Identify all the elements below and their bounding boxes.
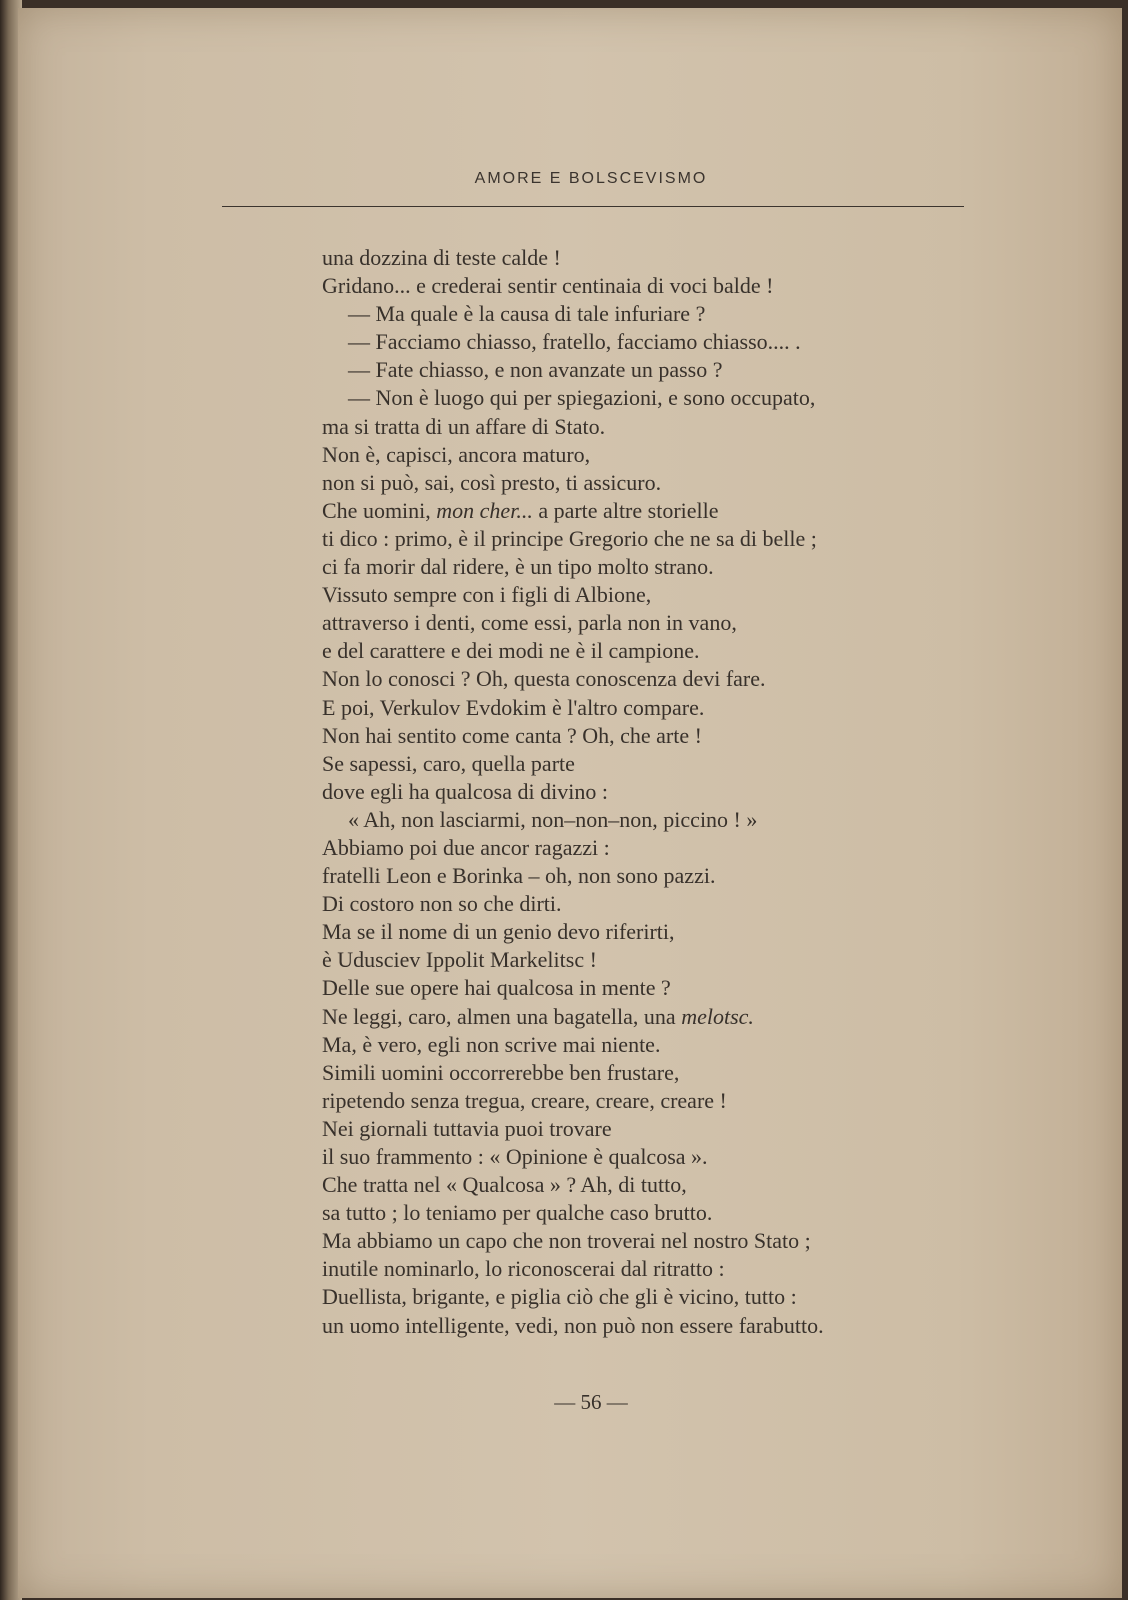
poem-line xyxy=(322,750,1042,778)
poem-line xyxy=(322,974,1042,1002)
poem-line-text: attraverso i denti, come essi, parla non in vano, xyxy=(322,610,737,636)
poem-line xyxy=(322,694,1042,722)
poem-line-text: Duellista, brigante, e piglia ciò che gli è vicino, tutto : xyxy=(322,1284,797,1310)
poem-line xyxy=(322,918,1042,946)
poem-line-text: sa tutto ; lo teniamo per qualche caso brutto. xyxy=(322,1200,713,1226)
poem-line xyxy=(322,946,1042,974)
poem-line xyxy=(322,1059,1042,1087)
poem-line xyxy=(322,1199,1042,1227)
poem-line xyxy=(322,553,1042,581)
poem-line-text: — Ma quale è la causa di tale infuriare ? xyxy=(348,301,706,327)
poem-line xyxy=(322,1283,1042,1311)
poem-line xyxy=(322,497,1042,525)
poem-line-text: Gridano... e crederai sentir centinaia di voci balde ! xyxy=(322,273,774,299)
poem-line xyxy=(322,637,1042,665)
poem-line xyxy=(322,1171,1042,1199)
poem-line xyxy=(322,834,1042,862)
poem-line xyxy=(322,581,1042,609)
running-title: AMORE E BOLSCEVISMO xyxy=(474,170,708,187)
poem-line-text: ti dico : primo, è il principe Gregorio che ne sa di belle ; xyxy=(322,525,817,551)
poem-line-text: Ne leggi, caro, almen una bagatella, una xyxy=(322,1003,682,1029)
poem-line xyxy=(322,356,1042,384)
poem-line-text: — Non è luogo qui per spiegazioni, e sono occupato, xyxy=(348,385,816,411)
poem-line xyxy=(322,722,1042,750)
poem-line xyxy=(322,469,1042,497)
poem-line-text: Non hai sentito come canta ? Oh, che arte ! xyxy=(322,722,702,748)
poem-line-text: ma si tratta di un affare di Stato. xyxy=(322,413,606,439)
poem-line xyxy=(322,244,1042,272)
poem-line xyxy=(322,384,1042,412)
poem-line xyxy=(322,1115,1042,1143)
poem-line-italic: mon cher... xyxy=(436,497,533,523)
poem-line-text: Ma se il nome di un genio devo riferirti, xyxy=(322,919,675,945)
poem-line-text: Simili uomini occorrerebbe ben frustare, xyxy=(322,1059,680,1085)
poem-text xyxy=(322,244,1042,1340)
poem-line xyxy=(322,1227,1042,1255)
poem-line-text: Che uomini, xyxy=(322,497,437,523)
poem-line-text-after: a parte altre storielle xyxy=(532,497,719,523)
poem-line xyxy=(322,890,1042,918)
poem-line xyxy=(322,525,1042,553)
poem-line-text: ripetendo senza tregua, creare, creare, creare ! xyxy=(322,1087,727,1113)
poem-line xyxy=(322,300,1042,328)
poem-line-text: è Udusciev Ippolit Markelitsc ! xyxy=(322,947,597,973)
poem-line xyxy=(322,413,1042,441)
poem-line-text: « Ah, non lasciarmi, non–non–non, piccino ! » xyxy=(348,806,758,832)
poem-line-text: Che tratta nel « Qualcosa » ? Ah, di tutto, xyxy=(322,1172,687,1198)
poem-line xyxy=(322,1087,1042,1115)
poem-line xyxy=(322,1031,1042,1059)
poem-line-text: non si può, sai, così presto, ti assicuro. xyxy=(322,469,662,495)
poem-line-text: Abbiamo poi due ancor ragazzi : xyxy=(322,834,610,860)
poem-line xyxy=(322,1312,1042,1340)
poem-line-text: Non è, capisci, ancora maturo, xyxy=(322,441,591,467)
poem-line xyxy=(322,778,1042,806)
poem-line-text: Delle sue opere hai qualcosa in mente ? xyxy=(322,975,671,1001)
poem-line-text: e del carattere e dei modi ne è il campione. xyxy=(322,638,700,664)
poem-line-text: E poi, Verkulov Evdokim è l'altro compare. xyxy=(322,694,705,720)
poem-line-text: — Fate chiasso, e non avanzate un passo ? xyxy=(348,357,723,383)
page-number: — 56 — xyxy=(554,1390,628,1414)
poem-line xyxy=(322,665,1042,693)
poem-line xyxy=(322,1003,1042,1031)
poem-line xyxy=(322,1143,1042,1171)
poem-line-text: ci fa morir dal ridere, è un tipo molto strano. xyxy=(322,554,714,580)
poem-line xyxy=(322,609,1042,637)
poem-line-text: Nei giornali tuttavia puoi trovare xyxy=(322,1115,612,1141)
poem-line-text: Se sapessi, caro, quella parte xyxy=(322,750,575,776)
poem-line-text: Di costoro non so che dirti. xyxy=(322,891,562,917)
header-rule xyxy=(222,206,964,207)
poem-line-text: — Facciamo chiasso, fratello, facciamo chiasso.... . xyxy=(348,329,801,355)
poem-line-text: una dozzina di teste calde ! xyxy=(322,245,561,270)
poem-line xyxy=(322,272,1042,300)
poem-line-text: inutile nominarlo, lo riconoscerai dal ritratto : xyxy=(322,1256,725,1282)
poem-line-text: fratelli Leon e Borinka – oh, non sono pazzi. xyxy=(322,863,716,889)
poem-line-text: dove egli ha qualcosa di divino : xyxy=(322,778,608,804)
poem-line xyxy=(322,328,1042,356)
poem-line xyxy=(322,862,1042,890)
poem-line xyxy=(322,806,1042,834)
poem-line-text: Vissuto sempre con i figli di Albione, xyxy=(322,582,652,608)
poem-line xyxy=(322,441,1042,469)
poem-line-text: il suo frammento : « Opinione è qualcosa ». xyxy=(322,1144,708,1169)
poem-line-text: Non lo conosci ? Oh, questa conoscenza devi fare. xyxy=(322,666,766,692)
poem-line xyxy=(322,1255,1042,1283)
poem-line-text: Ma, è vero, egli non scrive mai niente. xyxy=(322,1031,661,1057)
poem-line-text: Ma abbiamo un capo che non troverai nel nostro Stato ; xyxy=(322,1228,811,1254)
poem-line-text: un uomo intelligente, vedi, non può non essere farabutto. xyxy=(322,1312,824,1338)
poem-line-italic: melotsc. xyxy=(681,1003,754,1029)
